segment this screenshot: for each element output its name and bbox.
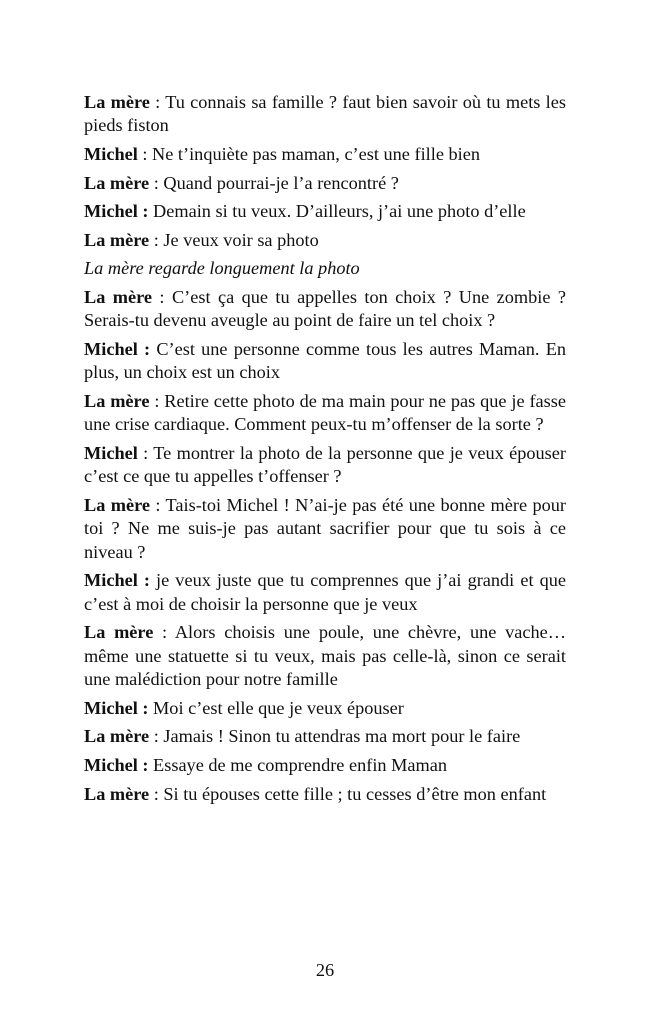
dialogue-line bbox=[84, 494, 566, 564]
line-text: Ne t’inquiète pas maman, c’est une fille bien bbox=[152, 144, 480, 164]
dialogue-line bbox=[84, 338, 566, 385]
line-text: Je veux voir sa photo bbox=[163, 229, 319, 250]
speaker-separator: : bbox=[137, 144, 153, 164]
speaker-name: La mère bbox=[84, 783, 150, 804]
line-text: je veux juste que tu comprennes que j’ai grandi et que c’est à moi de choisir la personne que je veux bbox=[84, 570, 566, 614]
speaker-separator: : bbox=[149, 229, 164, 250]
dialogue-line bbox=[84, 172, 566, 195]
line-text: Jamais ! Sinon tu attendras ma mort pour le faire bbox=[163, 726, 521, 747]
line-text: Tu connais sa famille ? faut bien savoir où tu mets les pieds fiston bbox=[84, 92, 566, 136]
speaker-name: La mère bbox=[84, 286, 152, 307]
speaker-name: La mère bbox=[84, 172, 150, 193]
speaker-name: La mère bbox=[84, 726, 150, 747]
speaker-separator: : bbox=[149, 783, 164, 804]
speaker-name: La mère bbox=[84, 390, 150, 411]
line-text: Te montrer la photo de la personne que je veux épouser c’est ce que tu appelles t’offenser ? bbox=[84, 442, 566, 487]
speaker-name: La mère bbox=[84, 229, 150, 250]
dialogue-line bbox=[84, 286, 566, 333]
speaker-name: Michel : bbox=[84, 570, 150, 591]
dialogue-line bbox=[84, 569, 566, 616]
line-text: Retire cette photo de ma main pour ne pas que je fasse une crise cardiaque. Comment peux-tu m’offenser de la sorte ? bbox=[84, 390, 566, 435]
dialogue-line bbox=[84, 390, 566, 437]
speaker-name: Michel bbox=[84, 144, 138, 164]
line-text: Moi c’est elle que je veux épouser bbox=[153, 697, 404, 718]
speaker-name: La mère bbox=[84, 92, 150, 112]
speaker-separator: : bbox=[149, 172, 164, 193]
dialogue-body bbox=[84, 91, 566, 811]
dialogue-line bbox=[84, 442, 566, 489]
speaker-separator: : bbox=[149, 390, 165, 411]
line-text: Alors choisis une poule, une chèvre, une vache… même une statuette si tu veux, mais pas celle-là, sinon ce serait une malédiction pour notre famille bbox=[84, 622, 566, 690]
dialogue-line bbox=[84, 200, 566, 223]
line-text: Si tu épouses cette fille ; tu cesses d’être mon enfant bbox=[163, 783, 547, 804]
line-text: Quand pourrai-je l’a rencontré ? bbox=[163, 172, 399, 193]
dialogue-line bbox=[84, 697, 566, 720]
speaker-separator: : bbox=[149, 92, 166, 112]
line-text: C’est une personne comme tous les autres Maman. En plus, un choix est un choix bbox=[84, 338, 566, 383]
speaker-name: Michel : bbox=[84, 201, 149, 222]
speaker-separator: : bbox=[149, 494, 166, 515]
line-text: Tais-toi Michel ! N’ai-je pas été une bonne mère pour toi ? Ne me suis-je pas autant sacrifier pour que tu sois à ce niveau ? bbox=[84, 494, 566, 562]
line-text: Demain si tu veux. D’ailleurs, j’ai une photo d’elle bbox=[153, 201, 526, 222]
speaker-separator: : bbox=[152, 286, 172, 307]
dialogue-line bbox=[84, 621, 566, 691]
speaker-separator: : bbox=[153, 622, 175, 643]
dialogue-line bbox=[84, 754, 566, 777]
speaker-name: Michel : bbox=[84, 697, 149, 718]
dialogue-line bbox=[84, 229, 566, 252]
speaker-name: Michel : bbox=[84, 754, 149, 775]
speaker-name: Michel : bbox=[84, 338, 151, 359]
line-text: C’est ça que tu appelles ton choix ? Une zombie ? Serais-tu devenu aveugle au point de faire un tel choix ? bbox=[84, 286, 566, 331]
speaker-name: Michel bbox=[84, 442, 138, 463]
dialogue-line bbox=[84, 725, 566, 748]
speaker-name: La mère bbox=[84, 622, 154, 643]
speaker-separator: : bbox=[149, 726, 164, 747]
dialogue-line bbox=[84, 143, 566, 166]
stage-direction: La mère regarde longuement la photo bbox=[84, 258, 360, 279]
speaker-name: La mère bbox=[84, 494, 150, 515]
line-text: Essaye de me comprendre enfin Maman bbox=[153, 754, 447, 775]
dialogue-line bbox=[84, 783, 566, 806]
page-number: 26 bbox=[315, 960, 335, 980]
dialogue-line bbox=[84, 91, 566, 138]
speaker-separator: : bbox=[137, 442, 154, 463]
